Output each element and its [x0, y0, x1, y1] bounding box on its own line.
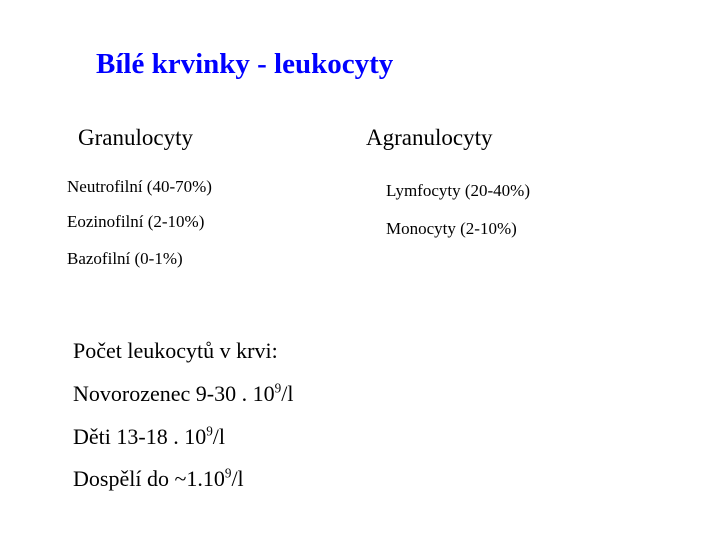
adults-exponent: 9: [224, 465, 232, 481]
newborn-count: [73, 380, 294, 406]
slide-title: Bílé krvinky - leukocyty: [96, 48, 394, 80]
newborn-count-text: Novorozenec 9-30 . 10: [73, 381, 275, 406]
lymphocyte-item: Lymfocyty (20-40%): [386, 181, 530, 200]
neutrophil-item: Neutrofilní (40-70%): [67, 177, 212, 196]
adults-count-text: Dospělí do ~1.10: [73, 466, 225, 491]
adults-count: [73, 465, 244, 491]
children-exponent: 9: [206, 423, 213, 439]
leukocyte-count-heading: Počet leukocytů v krvi:: [73, 338, 278, 363]
basophil-item: Bazofilní (0-1%): [67, 249, 183, 268]
eosinophil-item: Eozinofilní (2-10%): [67, 212, 205, 231]
adults-unit: /l: [231, 466, 244, 491]
newborn-unit: /l: [281, 381, 294, 406]
children-unit: /l: [212, 424, 226, 449]
granulocytes-heading: Granulocyty: [78, 125, 193, 150]
monocyte-item: Monocyty (2-10%): [386, 219, 517, 238]
newborn-exponent: 9: [274, 380, 282, 396]
children-count-text: Děti 13-18 . 10: [73, 424, 207, 449]
children-count: [73, 423, 226, 449]
agranulocytes-heading: Agranulocyty: [366, 125, 493, 150]
